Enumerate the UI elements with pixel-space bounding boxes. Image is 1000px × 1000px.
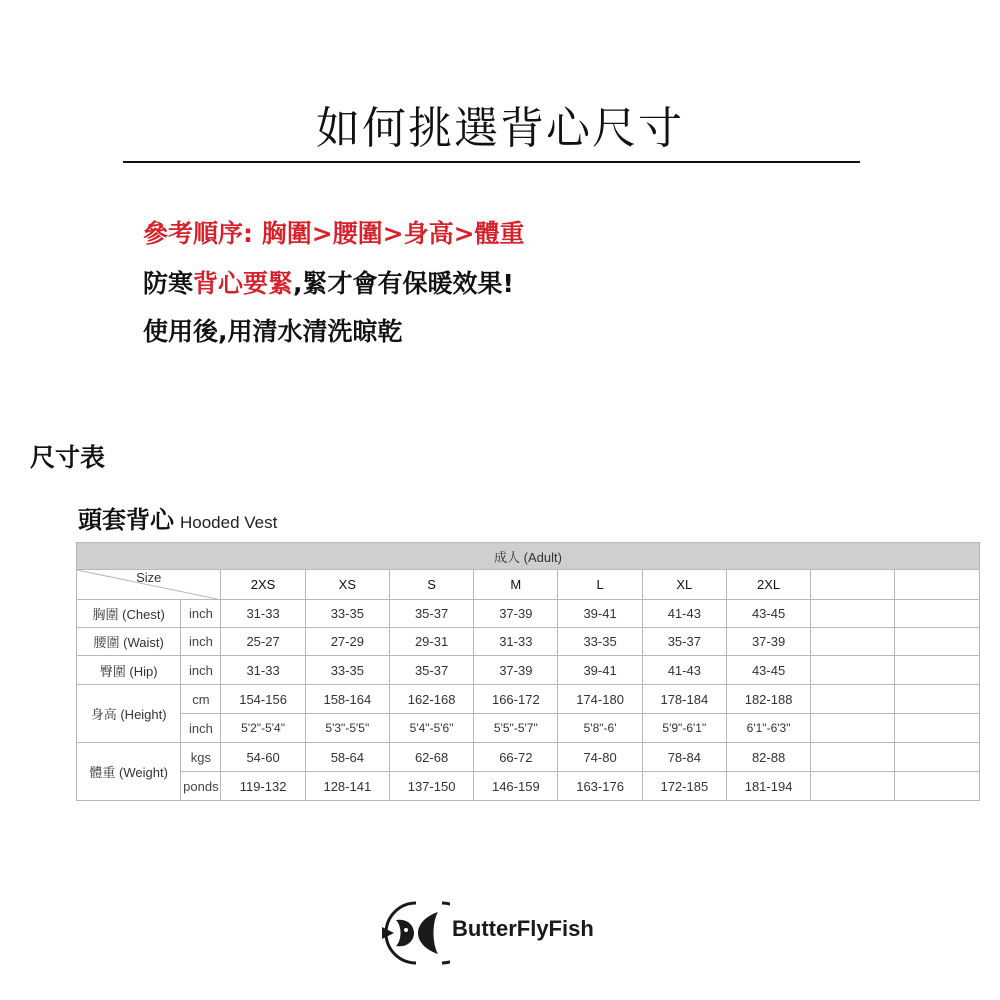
table-cell: 27-29 <box>305 628 389 656</box>
row-label-height: 身高 (Height) <box>77 685 181 743</box>
table-cell: 37-39 <box>726 628 810 656</box>
product-heading <box>78 500 277 535</box>
table-cell: 5'8"-6' <box>558 714 642 743</box>
table-cell: 29-31 <box>389 628 473 656</box>
table-cell: 5'3"-5'5" <box>305 714 389 743</box>
empty-cell <box>895 772 980 801</box>
table-cell: 74-80 <box>558 743 642 772</box>
adult-group-header: 成人 (Adult) <box>77 543 980 570</box>
size-header: 2XL <box>726 570 810 600</box>
size-header: 2XS <box>221 570 305 600</box>
row-label-hip: 臀圍 (Hip) <box>77 656 181 685</box>
table-cell: 178-184 <box>642 685 726 714</box>
row-unit: ponds <box>181 772 221 801</box>
page-title: 如何挑選背心尺寸 <box>316 103 684 154</box>
table-cell: 35-37 <box>389 656 473 685</box>
row-unit: inch <box>181 628 221 656</box>
table-cell: 154-156 <box>221 685 305 714</box>
table-cell: 43-45 <box>726 656 810 685</box>
table-row <box>77 656 980 685</box>
row-unit: kgs <box>181 743 221 772</box>
table-cell: 119-132 <box>221 772 305 801</box>
table-cell: 43-45 <box>726 600 810 628</box>
table-cell: 5'4"-5'6" <box>389 714 473 743</box>
row-label-waist: 腰圍 (Waist) <box>77 628 181 656</box>
butterfly-fish-logo-icon <box>372 900 450 966</box>
size-table <box>76 542 980 801</box>
empty-cell <box>895 714 980 743</box>
empty-cell <box>811 685 895 714</box>
table-cell: 37-39 <box>474 656 558 685</box>
table-row <box>77 685 980 714</box>
fit-advice-part-2: ,緊才會有保暖效果! <box>293 269 514 298</box>
empty-cell <box>811 743 895 772</box>
empty-cell <box>895 600 980 628</box>
size-header: M <box>474 570 558 600</box>
table-cell: 163-176 <box>558 772 642 801</box>
empty-cell <box>811 656 895 685</box>
size-chart-heading: 尺寸表 <box>30 443 106 472</box>
table-cell: 41-43 <box>642 600 726 628</box>
table-row <box>77 772 980 801</box>
table-cell: 146-159 <box>474 772 558 801</box>
table-cell: 37-39 <box>474 600 558 628</box>
empty-cell <box>811 772 895 801</box>
table-cell: 35-37 <box>642 628 726 656</box>
empty-cell <box>895 743 980 772</box>
empty-cell <box>895 685 980 714</box>
table-cell: 174-180 <box>558 685 642 714</box>
row-unit: inch <box>181 600 221 628</box>
row-unit: cm <box>181 685 221 714</box>
table-cell: 66-72 <box>474 743 558 772</box>
product-name-zh: 頭套背心 <box>78 506 174 534</box>
row-label-chest: 胸圍 (Chest) <box>77 600 181 628</box>
table-row <box>77 743 980 772</box>
table-cell: 166-172 <box>474 685 558 714</box>
row-unit: inch <box>181 714 221 743</box>
empty-cell <box>811 714 895 743</box>
table-cell: 182-188 <box>726 685 810 714</box>
table-cell: 58-64 <box>305 743 389 772</box>
table-cell: 78-84 <box>642 743 726 772</box>
brand-logo <box>372 900 652 966</box>
row-label-weight: 體重 (Weight) <box>77 743 181 801</box>
size-label: Size <box>136 570 162 585</box>
size-header: L <box>558 570 642 600</box>
table-row <box>77 714 980 743</box>
fit-advice-part-1: 防寒 <box>143 269 194 298</box>
table-row <box>77 628 980 656</box>
table-cell: 33-35 <box>305 600 389 628</box>
empty-cell <box>811 600 895 628</box>
empty-cell <box>811 570 895 600</box>
care-instructions-text: 使用後,用清水清洗晾乾 <box>143 317 403 346</box>
table-cell: 162-168 <box>389 685 473 714</box>
size-header: XS <box>305 570 389 600</box>
fit-advice-highlight: 背心要緊 <box>193 269 294 298</box>
table-cell: 82-88 <box>726 743 810 772</box>
table-cell: 39-41 <box>558 600 642 628</box>
table-cell: 35-37 <box>389 600 473 628</box>
table-cell: 25-27 <box>221 628 305 656</box>
table-cell: 54-60 <box>221 743 305 772</box>
table-cell: 33-35 <box>305 656 389 685</box>
table-cell: 128-141 <box>305 772 389 801</box>
table-cell: 172-185 <box>642 772 726 801</box>
table-cell: 31-33 <box>221 656 305 685</box>
table-cell: 6'1"-6'3" <box>726 714 810 743</box>
table-cell: 41-43 <box>642 656 726 685</box>
size-header: S <box>389 570 473 600</box>
size-header: XL <box>642 570 726 600</box>
size-corner-cell <box>77 570 221 600</box>
empty-cell <box>895 656 980 685</box>
table-cell: 181-194 <box>726 772 810 801</box>
empty-cell <box>811 628 895 656</box>
table-cell: 137-150 <box>389 772 473 801</box>
table-cell: 39-41 <box>558 656 642 685</box>
table-cell: 31-33 <box>221 600 305 628</box>
fit-advice-text <box>143 264 514 300</box>
table-cell: 33-35 <box>558 628 642 656</box>
table-row <box>77 600 980 628</box>
table-cell: 158-164 <box>305 685 389 714</box>
empty-cell <box>895 570 980 600</box>
table-cell: 5'5"-5'7" <box>474 714 558 743</box>
table-cell: 5'9"-6'1" <box>642 714 726 743</box>
table-cell: 5'2"-5'4" <box>221 714 305 743</box>
title-divider <box>123 161 860 163</box>
table-cell: 62-68 <box>389 743 473 772</box>
row-unit: inch <box>181 656 221 685</box>
product-name-en: Hooded Vest <box>180 513 278 532</box>
empty-cell <box>895 628 980 656</box>
reference-order-text: 參考順序: 胸圍>腰圍>身高>體重 <box>143 219 525 248</box>
table-cell: 31-33 <box>474 628 558 656</box>
brand-name: ButterFlyFish <box>452 916 594 941</box>
